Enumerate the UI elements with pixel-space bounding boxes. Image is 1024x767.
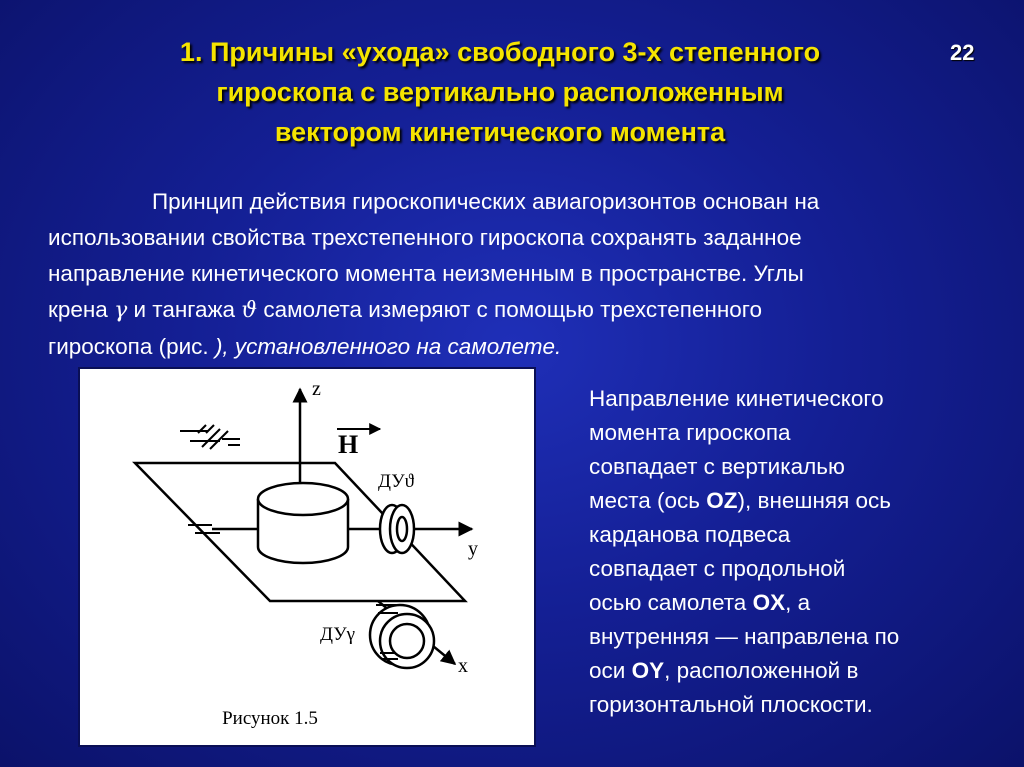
intro-text: крена bbox=[48, 297, 115, 322]
theta-symbol: ϑ bbox=[241, 298, 258, 323]
sensor-du-gamma-label: ДУγ bbox=[320, 624, 356, 645]
side-line-2: момента гироскопа bbox=[589, 420, 791, 445]
intro-paragraph bbox=[48, 184, 988, 365]
sensor-du-theta-label: ДУϑ bbox=[378, 471, 415, 492]
axis-oy: OY bbox=[631, 658, 665, 683]
title-line-1: 1. Причины «ухода» свободного 3-х степенного bbox=[179, 37, 821, 67]
gyroscope-figure bbox=[78, 367, 536, 747]
intro-line-2: использовании свойства трехстепенного гироскопа сохранять заданное bbox=[48, 225, 802, 250]
rotor-cylinder bbox=[258, 483, 348, 563]
y-axis-label: y bbox=[468, 538, 478, 560]
side-line-10: горизонтальной плоскости. bbox=[589, 692, 873, 717]
sensor-du-theta bbox=[380, 505, 414, 553]
page-number: 22 bbox=[950, 40, 975, 65]
side-line-8: внутренняя — направлена по bbox=[589, 624, 900, 649]
axis-oz: OZ bbox=[706, 488, 738, 513]
gyroscope-diagram bbox=[80, 369, 534, 745]
z-axis-label: z bbox=[312, 378, 321, 400]
h-vector-label: H bbox=[338, 430, 359, 459]
side-text: , а bbox=[785, 590, 811, 615]
side-line-7 bbox=[589, 586, 1009, 620]
gamma-symbol: γ bbox=[114, 298, 128, 323]
side-line-9 bbox=[589, 654, 1009, 688]
side-line-1: Направление кинетического bbox=[589, 386, 884, 411]
title-line-3: вектором кинетического момента bbox=[274, 117, 726, 147]
side-line-6: совпадает с продольной bbox=[589, 556, 846, 581]
h-vector bbox=[337, 429, 380, 459]
side-paragraph bbox=[589, 382, 1009, 722]
figure-caption: Рисунок 1.5 bbox=[222, 708, 318, 729]
side-line-4 bbox=[589, 484, 1009, 518]
slide-title bbox=[60, 32, 940, 152]
x-axis-label: x bbox=[458, 655, 468, 677]
bearing-hatch bbox=[180, 425, 240, 449]
intro-text-italic: ), установленного на самолете. bbox=[214, 334, 562, 359]
intro-text: самолета измеряют с помощью трехстепенного bbox=[257, 297, 763, 322]
intro-line-3: направление кинетического момента неизменным в пространстве. Углы bbox=[48, 261, 804, 286]
side-line-5: карданова подвеса bbox=[589, 522, 791, 547]
side-text: осью самолета bbox=[589, 590, 753, 615]
sensor-du-gamma bbox=[370, 605, 434, 668]
intro-line-4 bbox=[48, 292, 988, 329]
side-text: , расположенной в bbox=[664, 658, 859, 683]
title-line-2: гироскопа с вертикально расположенным bbox=[216, 77, 784, 107]
side-text: места (ось bbox=[589, 488, 707, 513]
side-line-3: совпадает с вертикалью bbox=[589, 454, 845, 479]
side-text: оси bbox=[589, 658, 632, 683]
side-text: ), внешняя ось bbox=[737, 488, 891, 513]
intro-text: гироскопа (рис. bbox=[48, 334, 215, 359]
intro-line-5 bbox=[48, 329, 988, 365]
axis-ox: OX bbox=[752, 590, 786, 615]
intro-line-1: Принцип действия гироскопических авиагоризонтов основан на bbox=[152, 189, 820, 214]
intro-text: и тангажа bbox=[127, 297, 242, 322]
